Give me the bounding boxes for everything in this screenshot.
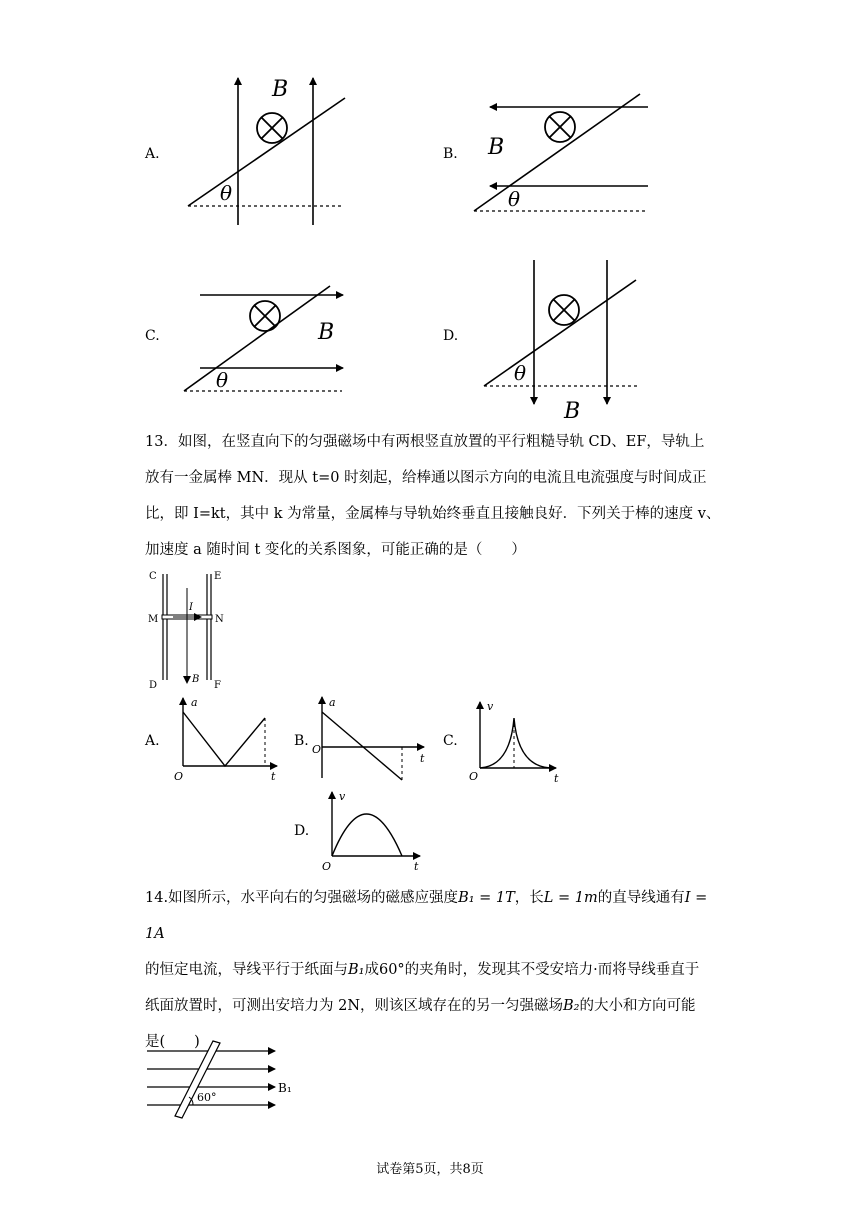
q13-option-c-label: C.: [443, 733, 458, 749]
svg-text:O: O: [174, 770, 184, 783]
svg-text:v: v: [339, 790, 346, 803]
svg-text:I: I: [189, 602, 193, 613]
svg-text:B: B: [318, 320, 335, 345]
svg-text:B₁: B₁: [278, 1081, 292, 1095]
svg-text:t: t: [554, 772, 559, 785]
q13-text: 13．如图，在竖直向下的匀强磁场中有两根竖直放置的平行粗糙导轨 CD、EF，导轨上 放有一金属棒 MN．现从 t=0 时刻起，给棒通以图示方向的电流且电流强度与时间成正 比，即 I=kt，其中 k 为常量，金属棒与导轨始终垂直且接触良好．下列关于棒的速度 v、 加速度 a 随时间 t 变化的关系图象，可能正确的是（ ）: [145, 434, 721, 558]
svg-text:D: D: [149, 680, 158, 691]
q13-graph-d: [318, 788, 428, 878]
q13-graph-c: [466, 698, 566, 784]
q12-option-c-label: C.: [145, 328, 160, 344]
q14-number: 14.: [145, 890, 169, 906]
svg-text:C: C: [149, 571, 157, 582]
angle-label: θ: [220, 181, 233, 205]
q13-option-b-label: B.: [294, 733, 309, 749]
q13-graph-a: [170, 692, 290, 782]
q12-option-b-label: B.: [443, 146, 458, 162]
q12-figure-d: [480, 258, 645, 428]
svg-text:t: t: [420, 752, 425, 765]
q13-option-a-label: A.: [145, 733, 160, 749]
svg-text:t: t: [271, 770, 276, 783]
q12-figure-c: [180, 283, 360, 398]
svg-text:N: N: [215, 614, 224, 625]
q14-text: 14.如图所示，水平向右的匀强磁场的磁感应强度B₁ = 1T，长L = 1m的直导线通有I = 1A 的恒定电流，导线平行于纸面与B₁成60°的夹角时，发现其不受安培力·而将导线垂直于 纸面放置时，可测出安培力为 2N，则该区域存在的另一匀强磁场B₂的大小和方向可能 是( ): [145, 890, 708, 1050]
q13-number: 13．: [145, 434, 178, 450]
svg-text:B: B: [564, 399, 581, 424]
q13-graph-b: [312, 692, 437, 784]
q12-option-d-label: D.: [443, 328, 459, 344]
svg-text:E: E: [214, 571, 222, 582]
q13-option-d-label: D.: [294, 823, 310, 839]
svg-text:a: a: [191, 696, 198, 709]
svg-text:60°: 60°: [197, 1091, 217, 1104]
svg-text:O: O: [322, 860, 332, 873]
svg-text:O: O: [469, 770, 479, 783]
q14-figure: [145, 1038, 295, 1120]
q12-figure-a: [180, 70, 360, 230]
svg-text:θ: θ: [508, 187, 521, 211]
q12-figure-b: [470, 90, 660, 220]
svg-text:v: v: [487, 700, 494, 713]
svg-text:M: M: [148, 614, 159, 625]
svg-text:t: t: [414, 860, 419, 873]
svg-text:θ: θ: [216, 368, 229, 392]
q12-option-a-label: A.: [145, 146, 160, 162]
svg-text:O: O: [312, 743, 322, 756]
q13-rail-figure: [145, 568, 235, 693]
field-label: B: [272, 77, 289, 102]
page-footer: 试卷第5页，共8页: [376, 1162, 484, 1177]
svg-text:θ: θ: [514, 361, 527, 385]
svg-text:F: F: [214, 680, 221, 691]
svg-text:B: B: [488, 135, 505, 160]
svg-text:a: a: [329, 696, 336, 709]
svg-text:B: B: [192, 674, 200, 685]
